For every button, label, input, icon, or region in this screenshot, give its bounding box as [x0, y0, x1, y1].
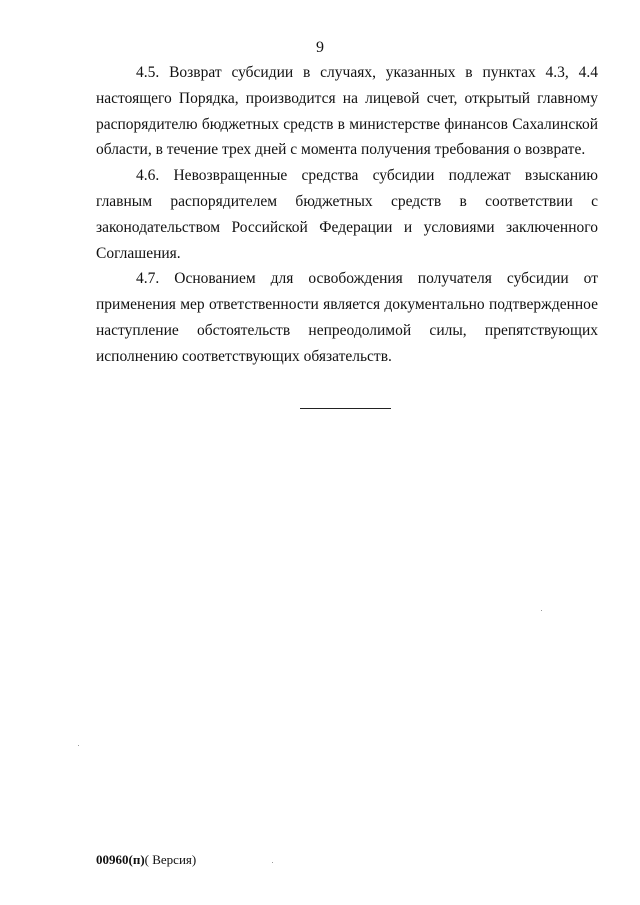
paragraph-4-6: 4.6. Невозвращенные средства субсидии подлежат взысканию главным распорядителем бюджетных средств в соответствии с законодательством Российской Федерации и условиями заключенного Соглашения.	[96, 167, 598, 262]
paragraph-4-7-continuation: исполнению соответствующих обязательств.	[96, 347, 392, 365]
page-number: 9	[316, 39, 324, 56]
document-body	[96, 60, 598, 370]
scan-speck	[272, 862, 273, 863]
document-code: 00960(п)	[96, 852, 145, 867]
paragraph-4-5: 4.5. Возврат субсидии в случаях, указанных в пунктах 4.3, 4.4 настоящего Порядка, производится на лицевой счет, открытый главному распорядителю бюджетных средств в министерстве финансов Сахалинской области, в течение трех дней с момента получения требования о возврате.	[96, 64, 598, 159]
document-version: ( Версия)	[144, 852, 197, 867]
scan-speck	[78, 745, 79, 746]
scan-speck	[541, 610, 542, 611]
paragraph-4-7: 4.7. Основанием для освобождения получателя субсидии от применения мер ответственности является документально подтвержденное наступление обстоятельств непреодолимой силы, препятствующих	[96, 270, 598, 339]
document-footer	[96, 853, 196, 867]
section-divider	[300, 408, 391, 409]
